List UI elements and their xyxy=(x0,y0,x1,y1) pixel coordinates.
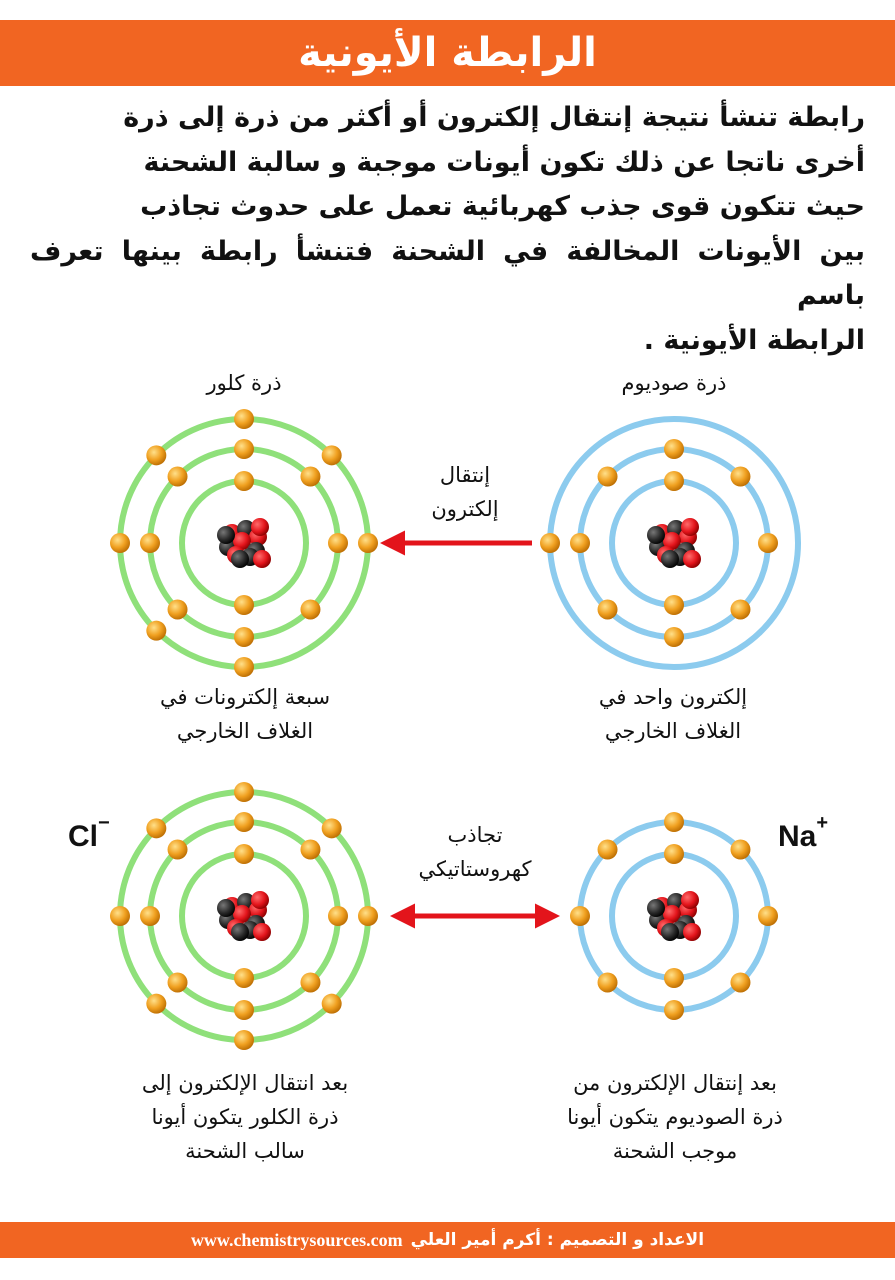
nucleus-proton xyxy=(253,550,271,568)
sodium-ion-symbol xyxy=(778,812,829,854)
sodium-caption-line: الغلاف الخارجي xyxy=(604,719,742,743)
electron xyxy=(598,840,618,860)
sodium-ion-caption-line: ذرة الصوديوم يتكون أيونا xyxy=(567,1105,783,1129)
chloride-caption xyxy=(100,1066,390,1168)
electron xyxy=(328,906,348,926)
nucleus-neutron xyxy=(647,899,665,917)
electron xyxy=(664,627,684,647)
electron xyxy=(168,840,188,860)
page-title: الرابطة الأيونية xyxy=(298,30,597,76)
electron xyxy=(322,818,342,838)
electron xyxy=(758,906,778,926)
electron xyxy=(570,906,590,926)
electron xyxy=(234,1030,254,1050)
electron xyxy=(664,968,684,988)
sodium-caption-line: إلكترون واحد في xyxy=(598,685,748,709)
electron xyxy=(234,657,254,677)
nucleus-proton xyxy=(683,923,701,941)
electron xyxy=(664,595,684,615)
electron xyxy=(168,599,188,619)
nucleus-neutron xyxy=(217,899,235,917)
chloride-symbol-text: Cl xyxy=(68,820,98,853)
electron xyxy=(146,994,166,1014)
sodium-atom-label: ذرة صوديوم xyxy=(621,371,727,395)
intro-line: رابطة تنشأ نتيجة إنتقال إلكترون أو أكثر من ذرة إلى ذرة xyxy=(123,102,865,133)
sodium-ion-caption-line: موجب الشحنة xyxy=(612,1139,738,1163)
sodium-ion-caption-line: بعد إنتقال الإلكترون من xyxy=(573,1071,777,1095)
intro-line: بين الأيونات المخالفة في الشحنة فتنشأ رابطة بينها تعرف باسم xyxy=(30,235,865,311)
electron xyxy=(146,445,166,465)
chloride-charge: − xyxy=(98,812,110,834)
electron xyxy=(140,906,160,926)
electron xyxy=(300,467,320,487)
nucleus-proton xyxy=(251,891,269,909)
electron xyxy=(234,409,254,429)
chlorine-atom xyxy=(110,409,378,677)
electron xyxy=(730,972,750,992)
electron xyxy=(664,812,684,832)
electron xyxy=(598,467,618,487)
chloride-caption-line: ذرة الكلور يتكون أيونا xyxy=(151,1105,339,1129)
electron xyxy=(110,906,130,926)
chlorine-caption xyxy=(120,680,370,748)
electron xyxy=(300,599,320,619)
electron xyxy=(730,467,750,487)
nucleus-neutron xyxy=(231,923,249,941)
intro-line: الرابطة الأيونية . xyxy=(643,324,865,356)
electron xyxy=(146,621,166,641)
sodium-ion xyxy=(570,812,778,1020)
electron xyxy=(146,818,166,838)
chloride-ion xyxy=(110,782,378,1050)
electron xyxy=(234,439,254,459)
nucleus-neutron xyxy=(661,550,679,568)
chloride-caption-line: بعد انتقال الإلكترون إلى xyxy=(141,1071,349,1095)
electron-transfer-label xyxy=(390,458,540,526)
footer-url[interactable]: www.chemistrysources.com xyxy=(190,1229,403,1250)
chloride-caption-line: سالب الشحنة xyxy=(185,1139,305,1163)
electron xyxy=(234,471,254,491)
nucleus-proton xyxy=(683,550,701,568)
electron xyxy=(234,812,254,832)
sodium-charge: + xyxy=(816,812,829,834)
electron xyxy=(664,1000,684,1020)
nucleus-proton xyxy=(251,518,269,536)
nucleus-proton xyxy=(253,923,271,941)
electron xyxy=(598,972,618,992)
chlorine-atom-label: ذرة كلور xyxy=(206,371,282,395)
footer-credit: الاعداد و التصميم : أكرم أمير العلي xyxy=(410,1230,705,1250)
electron xyxy=(664,844,684,864)
electron xyxy=(598,599,618,619)
electron-transfer-label-line: إنتقال xyxy=(439,463,491,487)
sodium-atom xyxy=(540,419,798,667)
nucleus-neutron xyxy=(217,526,235,544)
electron xyxy=(168,972,188,992)
electron xyxy=(140,533,160,553)
electron xyxy=(322,445,342,465)
intro-line: حيث تتكون قوى جذب كهربائية تعمل على حدوث تجاذب xyxy=(140,191,865,222)
electron xyxy=(110,533,130,553)
sodium-symbol-text: Na xyxy=(778,820,817,853)
electron xyxy=(570,533,590,553)
electron xyxy=(730,840,750,860)
attraction-label-line: كهروستاتيكي xyxy=(418,857,532,881)
electron xyxy=(322,994,342,1014)
electron xyxy=(540,533,560,553)
nucleus-neutron xyxy=(661,923,679,941)
chlorine-caption-line: الغلاف الخارجي xyxy=(176,719,314,743)
attraction-label-line: تجاذب xyxy=(447,823,503,847)
nucleus-proton xyxy=(681,518,699,536)
electron xyxy=(300,840,320,860)
electron xyxy=(234,782,254,802)
sodium-ion-caption xyxy=(530,1066,820,1168)
electron xyxy=(300,972,320,992)
nucleus-proton xyxy=(681,891,699,909)
sodium-caption xyxy=(548,680,798,748)
electron xyxy=(664,439,684,459)
electron xyxy=(234,627,254,647)
electron xyxy=(358,906,378,926)
electron xyxy=(234,595,254,615)
footer-banner xyxy=(0,1222,895,1258)
electron xyxy=(664,471,684,491)
electron xyxy=(328,533,348,553)
electron xyxy=(758,533,778,553)
electron xyxy=(358,533,378,553)
electron xyxy=(234,1000,254,1020)
electron xyxy=(168,467,188,487)
electron xyxy=(234,968,254,988)
chlorine-caption-line: سبعة إلكترونات في xyxy=(159,685,331,709)
intro-line: أخرى ناتجا عن ذلك تكون أيونات موجبة و سالبة الشحنة xyxy=(143,146,865,178)
electron xyxy=(234,844,254,864)
chloride-ion-symbol xyxy=(68,812,110,854)
electron-transfer-label-line: إلكترون xyxy=(431,497,499,521)
nucleus-neutron xyxy=(231,550,249,568)
electrostatic-attraction-label xyxy=(380,818,570,886)
nucleus-neutron xyxy=(647,526,665,544)
electron xyxy=(730,599,750,619)
